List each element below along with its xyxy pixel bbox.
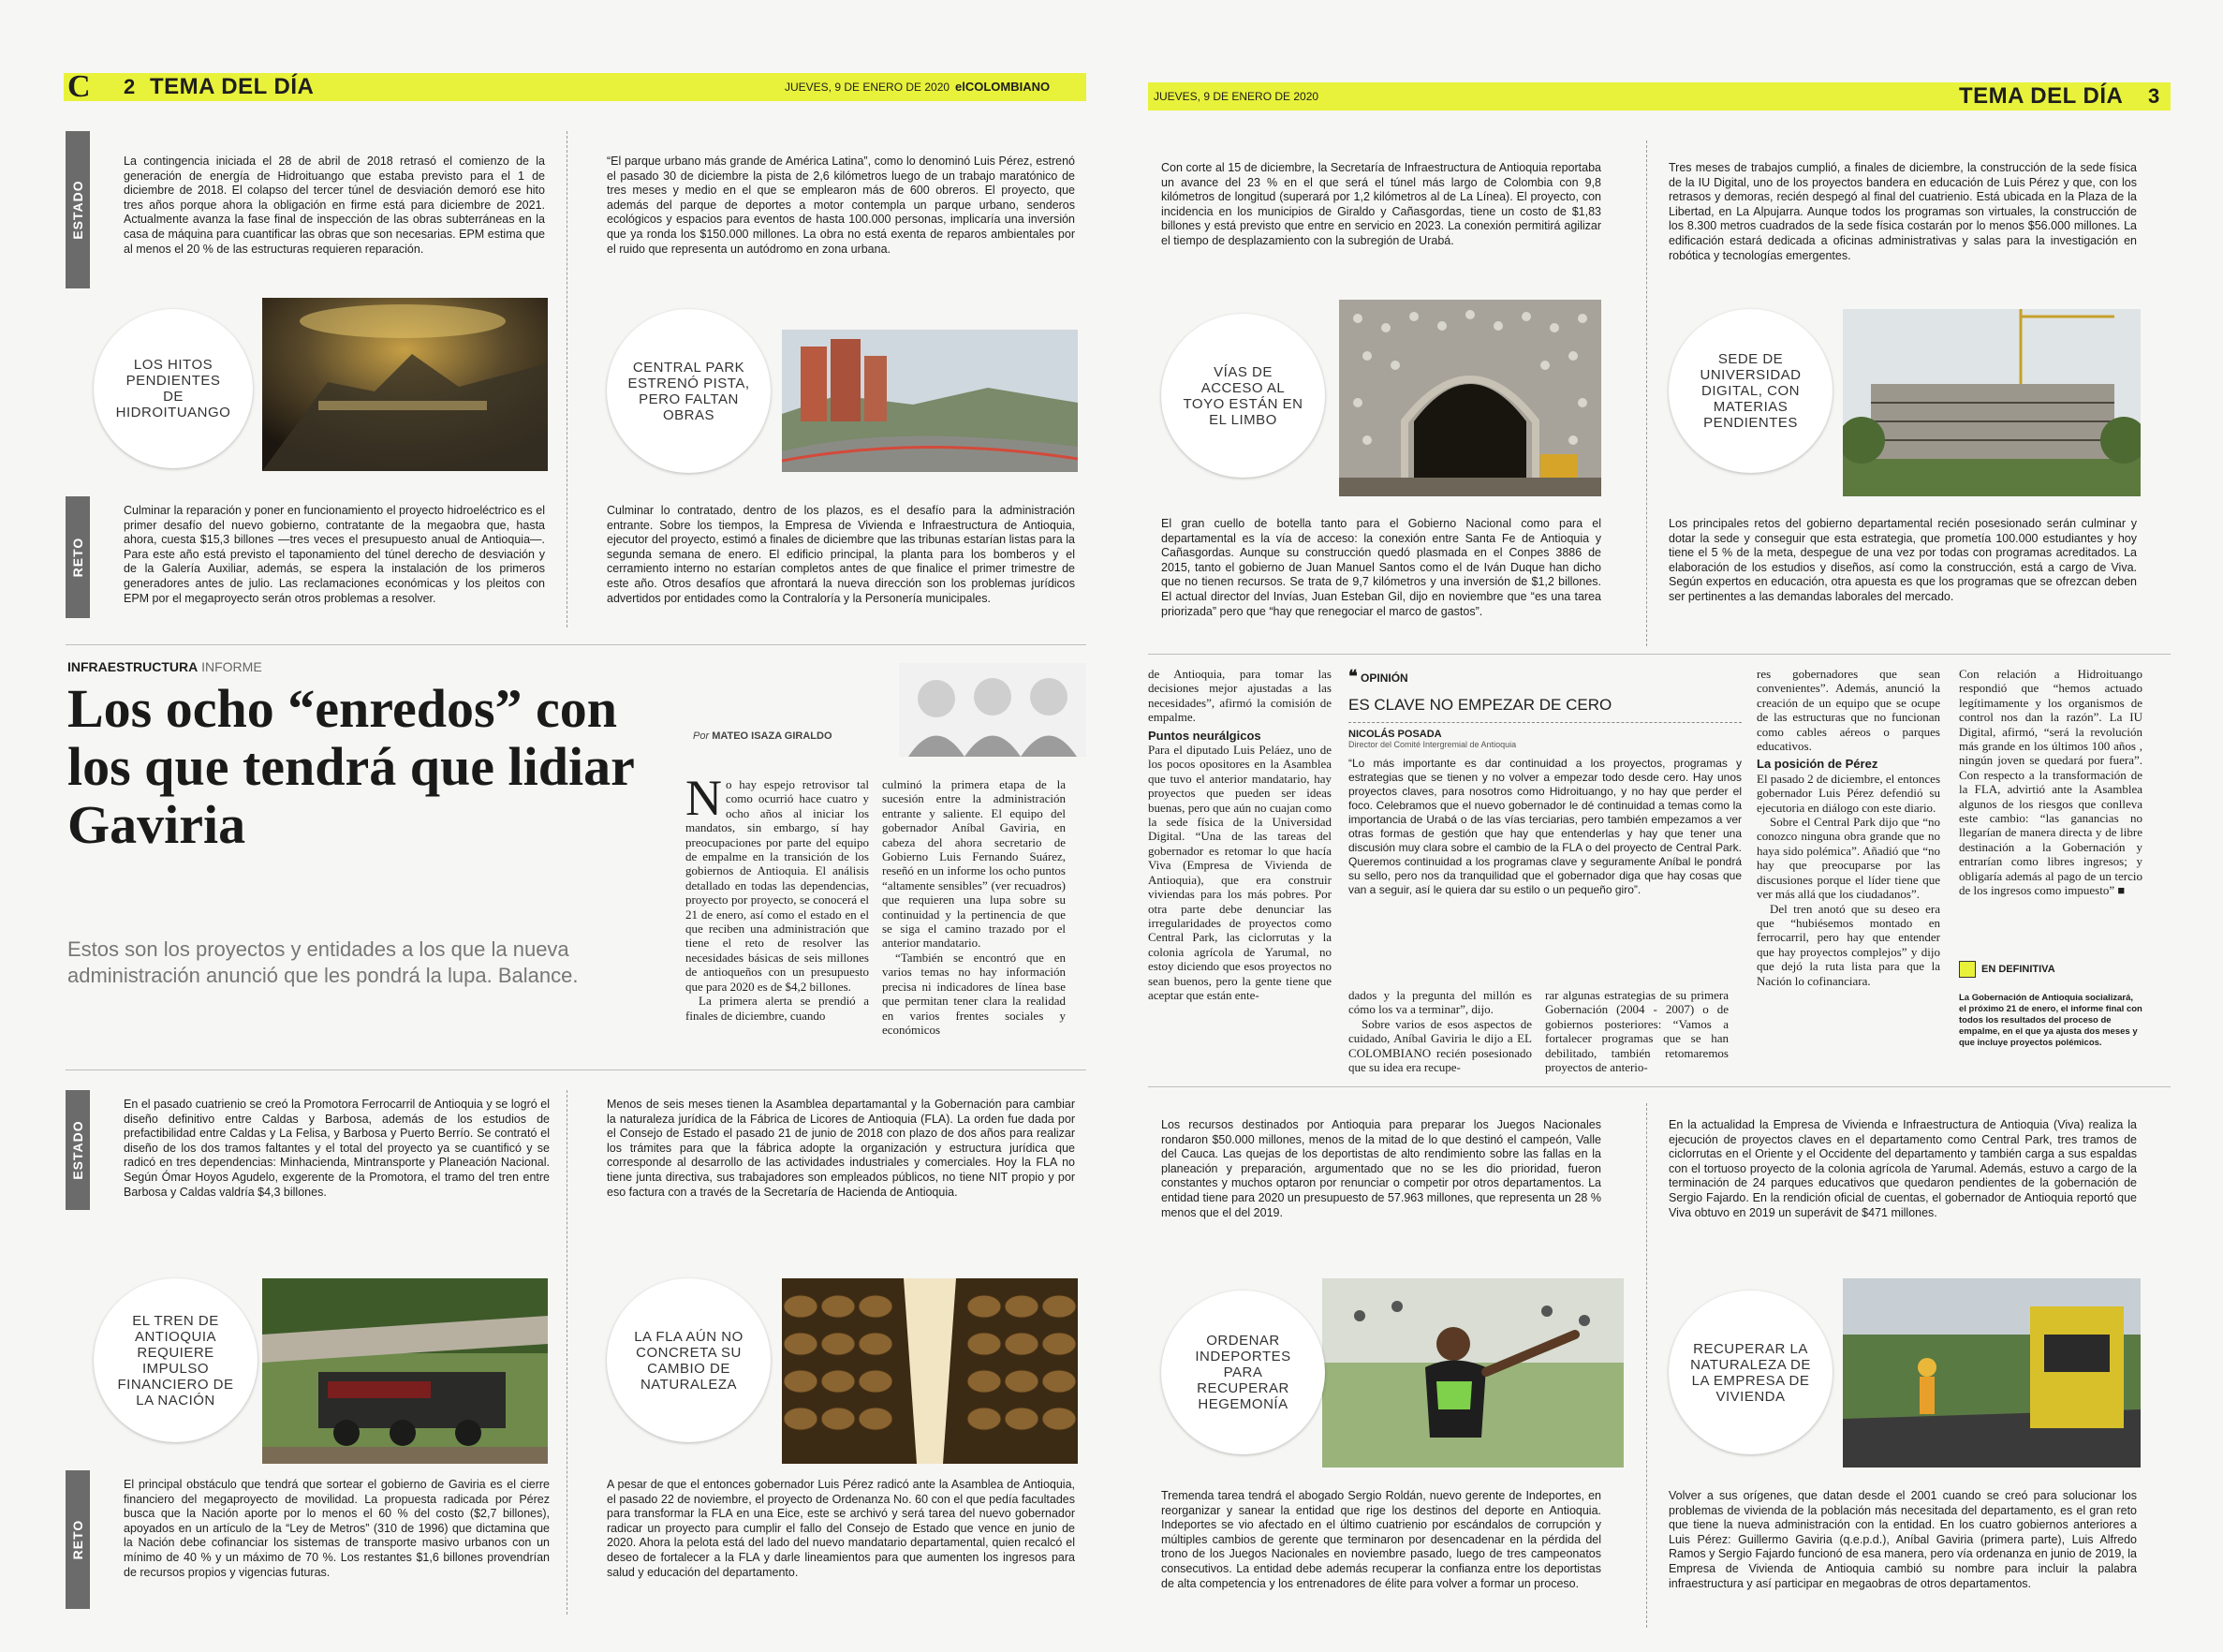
left-paper-name: elCOLOMBIANO [955,80,1051,94]
estado-text: Tres meses de trabajos cumplió, a finales de diciembre, la construcción de la sede física de la IU Digital, uno de los proyectos bandera en educación de Luis Pérez y que, con los retrasos y demoras, recién despegó al final del cuatrienio. Está ubicada en la Plaza de la Libertad, en La Alpujarra. Aunque todos los programas son virtuales, la construcción de los 8.300 metros cuadrados de la sede física costarán por lo menos $56.000 millones. La edificación estará dedicada a oficinas administrativas y salas para la investigación en robótica y tecnologías emergentes. [1669,161,2137,262]
byline-author: MATEO ISAZA GIRALDO [712,730,832,742]
block-title-circle [94,309,253,468]
block-title-circle [1161,1291,1325,1454]
column-text: o hay espejo retrovisor tal como ocurrió hace cuatro y ocho años al iniciar los mandatos, sin embargo, sí hay preocupaciones por parte del equipo de empalme en la transición de los gobiernos de Antioquia. El análisis detallado en todas las dependencias, proyecto por proyecto, se conocerá el 21 de enero, así como el estado en el que reciben una administración que tiene el reto de resolver las necesidades básicas de seis millones de antioqueños con un presupuesto que para 2020 es de $4,2 billones. [685,777,869,994]
block-title: RECUPERAR LA NATURALEZA DE LA EMPRESA DE VIVIENDA [1690,1340,1811,1405]
block-title-circle [1669,1291,1833,1454]
column-text: “También se encontró que en varios temas no hay información precisa ni indicadores de línea base que permitan tener clara la realidad en varios frentes sociales y económicos [882,950,1066,1037]
opinion-role: Director del Comité Intergremial de Antioquia [1348,740,1517,749]
athlete-photo [1322,1278,1624,1468]
road-work-photo [1843,1278,2141,1468]
column-text: de Antioquia, para tomar las decisiones mejor ajustadas a las necesidades”, afirmó la comisión de empalme. [1148,667,1332,725]
block-title: SEDE DE UNIVERSIDAD DIGITAL, CON MATERIAS PENDIENTES [1700,351,1802,431]
kicker-section: INFRAESTRUCTURA [67,659,199,674]
block-title: LA FLA AÚN NO CONCRETA SU CAMBIO DE NATURALEZA [634,1328,743,1393]
opinion-title: ES CLAVE NO EMPEZAR DE CERO [1348,696,1742,723]
article-column [1545,988,1729,1074]
left-section-title: TEMA DEL DÍA [150,74,315,99]
section-divider [1148,654,2171,655]
block-title-circle [94,1278,258,1442]
reto-text: Culminar la reparación y poner en funcionamiento el proyecto hidroeléctrico es el primer desafío del nuevo gobierno, contratante de la megaobra que, hasta ahora, cuesta $15,3 billones —tres veces el presupuesto anual de Antioquia—. Para este año está previsto el taponamiento del túnel derecho de desviación y de la Galería Auxiliar, además, se espera la instalación de los primeros generadores antes de julio. Las reclamaciones económicas y los pleitos con EPM por el megaproyecto serán otros problemas a resolver. [124,504,545,605]
block-title-circle [1669,309,1833,473]
column-text: culminó la primera etapa de la sucesión entre la administración entrante y saliente. El equipo del gobernador Aníbal Gaviria, en cabeza del ahora secretario de Gobierno Luis Fernando Suárez, reseñó en un informe los ocho puntos “altamente sensibles” (ver recuadros) que requieren una lupa sobre su continuidad y la pertinencia de que se siga el camino trazado por el anterior mandatario. [882,777,1066,951]
defin-label: EN DEFINITIVA [1981,964,2055,975]
opinion-box: ❝ OPINIÓN ES CLAVE NO EMPEZAR DE CERO NICOLÁS POSADA Director del Comité Intergremial de Antioquia “Lo más importante es dar continuidad a los proyectos, programas y estrategias que se tienen y no volver a empezar todo desde cero. Hay unos proyectos claves, para nosotros como Hidroituango, y no hay que perder el foco. Celebramos que el nuevo gobernador le dé continuidad a temas como la importancia de Urabá o de las vías terciarias, pero también empezamos a ver otras formas de gestión que hay que entenderlas y hay que tener una discusión muy clara sobre el cambio de la FLA o del proyecto de Central Park. Queremos continuidad a los programas clave y seguramente Aníbal le pondrá su sello, pero nos da tranquilidad que el gobernador diga que hay cosas que van a seguir, así le quiera dar su estilo o un pequeño giro”. [1348,667,1742,896]
estado-text: En el pasado cuatrienio se creó la Promotora Ferrocarril de Antioquia y se logró el diseño definitivo entre Caldas y Barbosa, además de los estudios de prefactibilidad entre Caldas y La Felisa, y Barbosa y Puerto Berrío. Se contrató el diseño de los dos tramos faltantes y el total del proyecto ya se cuantificó y se radicó en tres dependencias: Minhacienda, Mintransporte y Planeación Nacional. Según Ómar Hoyos Agudelo, exgerente de la Promotora, el tramo del tren entre Barbosa y Caldas valdría $4,3 billones. [124,1098,550,1199]
block-title: ORDENAR INDEPORTES PARA RECUPERAR HEGEMONÍA [1195,1333,1291,1412]
estado-text: La contingencia iniciada el 28 de abril de 2018 retrasó el comienzo de la generación de energía de Hidroituango que estaba previsto para el 1 de diciembre de 2018. El colapso del tercer túnel de desviación demoró ese hito tres años porque ahora la obligación en firme está para diciembre de 2021. Actualmente avanza la fase final de inspección de las obras subterráneas en la casa de máquina para cuantificar las obras que son necesarias. EPM estima que al menos el 20 % de las estructuras requieren reparación. [124,155,545,256]
drop-cap: N [685,770,722,826]
article-column [882,777,1066,1037]
article-column [1757,667,1940,988]
right-section-title: TEMA DEL DÍA [1959,83,2124,109]
article-kicker [67,659,262,674]
defin-text: La Gobernación de Antioquia socializará, el próximo 21 de enero, el informe final con todos los resultados del proceso de empalme, en el que ya ajusta dos meses y que incluye proyectos polémicos. [1959,993,2142,1048]
left-page-date: JUEVES, 9 DE ENERO DE 2020 [785,81,950,94]
column-text: El pasado 2 de diciembre, el entonces gobernador Luis Pérez defendió su ejecutoria en diálogo con este diario. [1757,771,1941,815]
opinion-author: NICOLÁS POSADA [1348,729,1442,740]
reto-text: Volver a sus orígenes, que datan desde el 2001 cuando se creó para solucionar los problemas de vivienda de la población más necesitada del departamento, es el gran reto que tiene la nueva administración con la entidad. En los cuatro gobiernos anteriores a Luis Pérez: Guillermo Gaviria (q.e.p.d.), Aníbal Gaviria (primera parte), Luis Alfredo Ramos y Sergio Fajardo funcionó de esa manera, pero vía ordenanza en junio de 2019, la Empresa de Vivienda de Antioquia cambió su nombre para incluir la palabra infraestructura y así participar en megaobras de otros departamentos. [1669,1489,2137,1590]
estado-text: Menos de seis meses tienen la Asamblea departamantal y la Gobernación para cambiar la naturaleza jurídica de la Fábrica de Licores de Antioquia (FLA). La orden fue dada por el Consejo de Estado el pasado 21 de junio de 2018 con plazo de dos años para realizar los trámites para que la fábrica adopte la organización y estructura jurídica que corresponde al desarrollo de las actividades industriales y comerciales. Hoy la FLA no tiene junta directiva, sus trabajadores son empleados públicos, no tiene NIT propio y por eso factura con a través de la Secretaría de Hacienda de Antioquia. [607,1098,1075,1199]
column-text: La primera alerta se prendió a finales de diciembre, cuando [685,994,869,1023]
column-divider [1646,1103,1647,1628]
estado-tag [66,131,90,288]
section-divider [66,1069,1086,1070]
opinion-text: “Lo más importante es dar continuidad a los proyectos, programas y estrategias que se tienen y no volver a empezar todo desde cero. Hay unos proyectos claves, para nosotros como Hidroituango, y no hay que perder el foco. Celebramos que el nuevo gobernador le dé continuidad a temas como la importancia de Urabá o de las vías terciarias, pero también empezamos a ver otras formas de gestión que hay que entenderlas y hay que tener una discusión muy clara sobre el cambio de la FLA o del proyecto de Central Park. Queremos continuidad a los programas clave y seguramente Aníbal le pondrá su sello, pero nos da tranquilidad que el gobernador diga que hay cosas que van a seguir, así le quiera dar su estilo o un pequeño giro”. [1348,757,1742,896]
newspaper-logo: C [67,69,91,104]
reto-text: Culminar lo contratado, dentro de los plazos, es el desafío para la administración entrante. Sobre los tiempos, la Empresa de Vivienda e Infraestructura de Antioquia, ejecutor del proyecto, estimó a finales de diciembre que las tribunas estarían listas para la segunda semana de enero. El edificio principal, la planta para los bomberos y el cerramiento interno no estarían completos antes de que finalice el primer trimestre de este año. Otros desafíos que afrontará la nueva dirección son los problemas jurídicos advertidos por entidades como la Contraloría y la Personería municipales. [607,504,1075,605]
estado-tag-label: ESTADO [70,180,85,240]
reto-text: Tremenda tarea tendrá el abogado Sergio Roldán, nuevo gerente de Indeportes, en reorganizar y sanear la entidad que rige los destinos del deporte en Antioquia. Indeportes se vio afectado en el último cuatrienio por escándalos de corrupción y múltiples cambios de gerente que terminaron por desencadenar en la pérdida del trono de los Juegos Nacionales en noviembre pasado, luego de tres campeonatos consecutivos. La entidad debe además recuperar la confianza entre los deportistas de alta competencia y los entrenadores de élite para volver a formar un proceso. [1161,1489,1601,1590]
column-text: res gobernadores que sean convenientes”. Además, anunció la creación de un equipo que se ocupe de las estructuras que no funcionan como cables aéreos o parques educativos. [1757,667,1940,754]
estado-text: En la actualidad la Empresa de Vivienda e Infraestructura de Antioquia (Viva) realiza la ejecución de proyectos claves en el departamento como Central Park, tres tramos de ciclorrutas en el Oriente y el Occidente del departamento y también carga a sus espaldas con el tortuoso proyecto de la colonia agrícola de Yarumal. Además, estuvo a cargo de la terminación de 24 parques educativos que quedaron pendientes de la gobernación de Sergio Fajardo. En la rendición oficial de cuentas, el gobernador de Antioquia reportó que Viva obtuvo en 2019 un superávit de $471 millones. [1669,1118,2137,1219]
column-divider [1646,140,1647,646]
block-title: LOS HITOS PENDIENTES DE HIDROITUANGO [115,357,231,420]
hidroituango-photo [262,298,548,471]
block-title-circle [1161,314,1325,478]
right-page-number: 3 [2148,84,2160,108]
column-text: dados y la pregunta del millón es cómo los va a terminar”, dijo. [1348,988,1532,1017]
left-page-number: 2 [124,75,136,98]
reto-tag [66,1470,90,1609]
en-definitiva-box [1959,961,2142,1049]
reto-text: A pesar de que el entonces gobernador Luis Pérez radicó ante la Asamblea de Antioquia, el pasado 22 de noviembre, el proyecto de Ordenanza No. 60 con el que pedía facultades para transformar la FLA en una Eice, este se archivó y será tarea del nuevo gobernador radicar un proyecto para cumplir el fallo del Consejo de Estado que vence en junio de 2020. Ahora la pelota está del lado del nuevo mandatario departamental, quien recalcó el deseo de fortalecer a la FLA y darle lineamientos para que aumenten los ingresos para salud y educación del departamento. [607,1478,1075,1579]
block-title-circle [607,309,771,473]
block-title: CENTRAL PARK ESTRENÓ PISTA, PERO FALTAN OBRAS [627,359,750,423]
reto-text: Los principales retos del gobierno departamental recién posesionado serán culminar y dotar la sede y conseguir que esta estrategia, que prometía 100.000 estudiantes y hoy tiene el 5 % de la meta, despegue de una vez por todas con programas acreditados. La elaboración de los estudios y diseños, así como la construcción, está a cargo de Viva. Según expertos en educación, otra apuesta es que los programas que se ofrezcan deben ser pertinentes a las demandas laborales del mercado. [1669,517,2137,603]
toyo-tunnel-photo [1339,300,1601,496]
reto-text: El principal obstáculo que tendrá que sortear el gobierno de Gaviria es el cierre financiero del megaproyecto de movilidad. La propuesta radicada por Pérez busca que la Nación aporte por lo menos el 60 % del costo ($2,7 billones), apoyados en un artículo de la “Ley de Metros” (310 de 1996) que dictamina que la Nación debe cofinanciar los sistemas de transporte masivo urbanos con un mínimo de 40 % y un máximo de 70 %. Los restantes $1,6 billones provendrían de recursos propios y vigencias futuras. [124,1478,550,1579]
opinion-label: OPINIÓN [1361,671,1408,685]
estado-text: Los recursos destinados por Antioquia para preparar los Juegos Nacionales rondaron $50.000 millones, menos de la mitad de lo que destinó el campeón, Valle del Cauca. Las quejas de los deportistas de alto rendimiento sobre las fallas en la planeación y preparación, argumentado que no se les dio prioridad, fueron constantes y muchos optaron por renunciar o competir por otros departamentos. La entidad tiene para 2020 un presupuesto de 57.963 millones, que representa un 28 % menos que el del 2019. [1161,1118,1601,1219]
block-title-circle [607,1278,771,1442]
column-text: Para el diputado Luis Peláez, uno de los pocos opositores en la Asamblea que tuvo el anterior mandatario, hay proyectos que pueden ser ideas buenas, pero que aún no cuajan como la sede física de la Universidad Digital. “Una de las tareas del gobernador es retomar lo que hacía Viva (Empresa de Vivienda de Antioquia), que era construir viviendas para los más pobres. Por otra parte debe denunciar las irregularidades de proyectos como Central Park, las ciclorrutas y la colonia agrícola de Yarumal, no estoy diciendo que esos proyectos no sean buenos, pero la gente tiene que aceptar que están ente- [1148,743,1332,1002]
article-column [1959,667,2142,898]
puzzle-icon [1959,961,1976,978]
estado-text: Con corte al 15 de diciembre, la Secretaría de Infraestructura de Antioquia reportaba un avance del 23 % en el que será el túnel más largo de Colombia con 9,8 kilómetros de longitud (superará por 1,2 kilómetros al de La Línea). El proyecto, con incidencia en los municipios de Giraldo y Cañasgordas, tiene un costo de $1,83 billones y está previsto que entre en servicio en 2023. La conexión permitirá agilizar el tiempo de desplazamiento con la subregión de Urabá. [1161,161,1601,247]
article-column [1348,988,1532,1074]
train-photo [262,1278,548,1464]
reto-tag-label: RETO [70,537,85,578]
reto-tag-label: RETO [70,1519,85,1560]
section-divider [66,644,1086,645]
section-divider [1148,1086,2171,1087]
column-text: Sobre varios de esos aspectos de cuidado, Aníbal Gaviria le dijo a EL COLOMBIANO recién posesionado que su idea era recupe- [1348,1016,1532,1075]
article-column [685,770,869,1023]
column-text: Con relación a Hidroituango respondió que “hemos actuado legítimamente y los organismos de control nos dan la razón”. La IU Digital, afirmó, “será la revolución más grande en los últimos 100 años , ningún joven se quedará por fuera”. Con respecto a la transformación de la FLA, advirtió ante la Asamblea algunos de los riesgos que conlleva este cambio: “las ganancias no llegarían de manera directa y de libre destinación a la Gobernación y entrarían como libres ingresos; y obligaría además al pago de un tercio de los ingresos como impuesto” ■ [1959,667,2142,898]
column-text: rar algunas estrategias de su primera Gobernación (2004 - 2007) o de gobiernos posteriores: “Vamos a fortalecer programas que se han debilitado, también retomaremos proyectos de anterio- [1545,988,1729,1075]
estado-tag-label: ESTADO [70,1120,85,1180]
block-title: EL TREN DE ANTIOQUIA REQUIERE IMPULSO FINANCIERO DE LA NACIÓN [117,1312,234,1409]
estado-text: “El parque urbano más grande de América Latina”, como lo denominó Luis Pérez, estrenó el pasado 30 de diciembre la pista de 2,6 kilómetros luego de un trabajo maratónico de tres meses y medio en el que se emplearon más de 600 obreros. El proyecto, que además del parque de deportes a motor contempla un parque urbano, senderos ecológicos y espacios para eventos de hasta 100.000 personas, implicaría una inversión que ya ronda los $150.000 millones. La obra no está exenta de reparos ambientales por el ruido que representa un autódromo en zona urbana. [607,155,1075,256]
fla-barrels-photo [782,1278,1078,1464]
article-headline: Los ocho “enredos” con los que tendrá que lidiar Gaviria [67,678,634,855]
reto-text: El gran cuello de botella tanto para el Gobierno Nacional como para el departamental es la vía de acceso: la conexión entre Santa Fe de Antioquia y Cañasgordas. Aunque su construcción quedó plasmada en el Conpes 3886 de 2015, tanto el gobierno de Juan Manuel Santos como el de Iván Duque han dicho que no tienen recursos. Se trata de 9,7 kilómetros y una inversión de $1,2 billones. El actual director del Invías, Juan Esteban Gil, dijo en noviembre que “es una tarea priorizada” pero que “hay que renegociar el marco de gastos”. [1161,517,1601,618]
subhead: Puntos neurálgicos [1148,728,1261,743]
column-text: Sobre el Central Park dijo que “no conozco ninguna obra grande que no haya sido polémica”. Añadió que “no hay que preocuparse por las discusiones porque el líder tiene que ver más allá que los ciudadanos”. [1757,815,1940,902]
byline-prefix: Por [693,730,710,742]
right-page-date: JUEVES, 9 DE ENERO DE 2020 [1154,90,1319,103]
central-park-photo [782,330,1078,472]
article-column [1148,667,1332,1002]
reto-tag [66,496,90,618]
team-portraits [899,663,1086,757]
column-text: Del tren anotó que su deseo era que “hubiésemos montado en ferrocarril, pero hay que entender que hay proyectos complejos” y dijo que dejó la ruta lista para que la Nación lo cofinanciara. [1757,901,1940,988]
kicker-type: INFORME [201,659,262,674]
estado-tag [66,1090,90,1210]
iu-digital-photo [1843,309,2141,496]
article-deck: Estos son los proyectos y entidades a los que la nueva administración anunció que les pondrá la lupa. Balance. [67,937,579,987]
byline [693,730,832,742]
block-title: VÍAS DE ACCESO AL TOYO ESTÁN EN EL LIMBO [1183,363,1303,428]
subhead: La posición de Pérez [1757,757,1878,772]
